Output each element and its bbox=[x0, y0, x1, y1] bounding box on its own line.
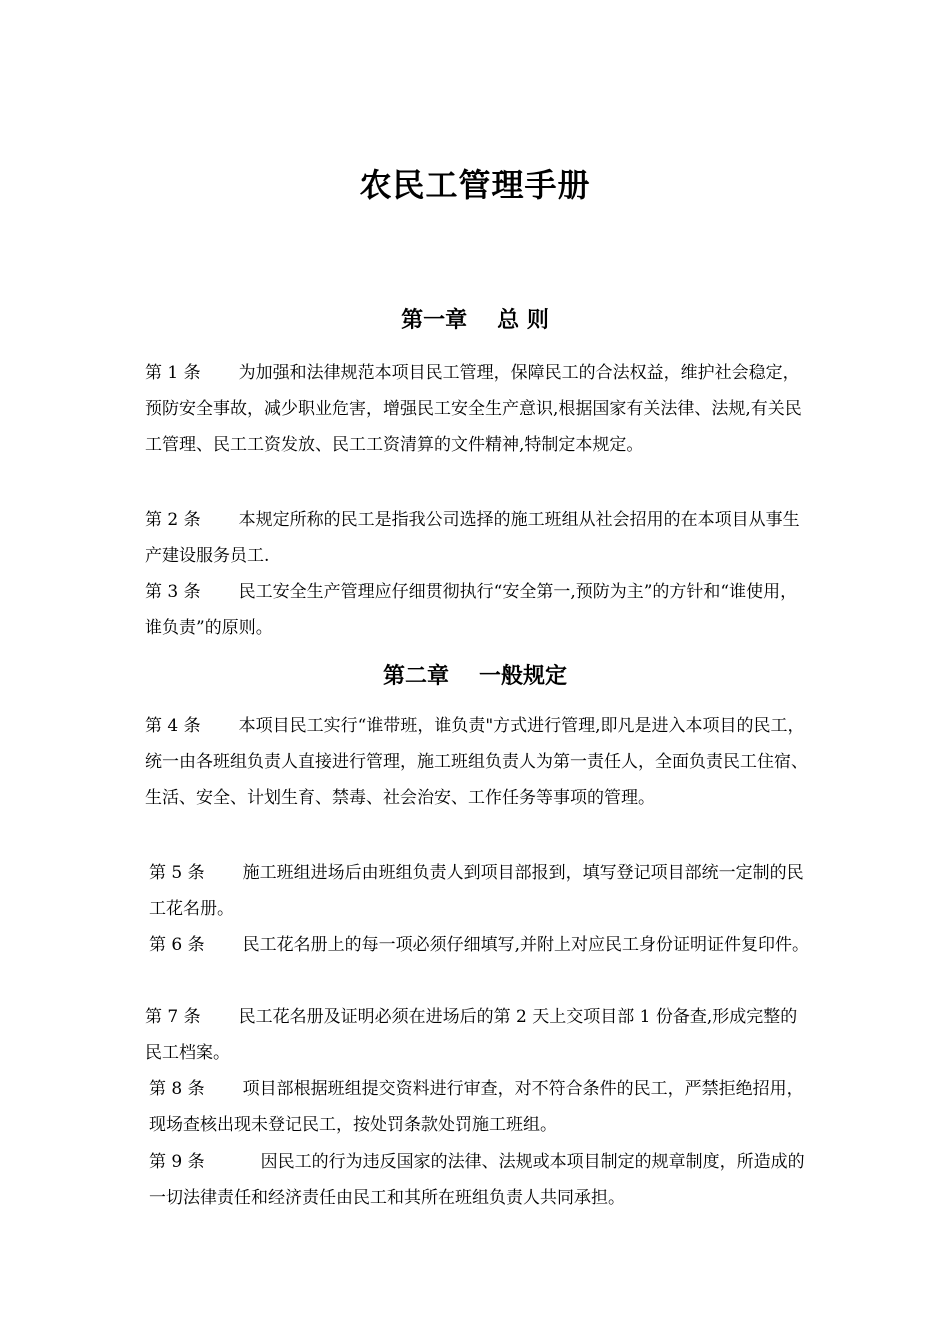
article-text: 项目部根据班组提交资料进行审查，对不符合条件的民工，严禁拒绝招用，现场查核出现未登记民工，按处罚条款处罚施工班组。 bbox=[149, 1079, 804, 1135]
article bbox=[145, 502, 810, 574]
article bbox=[145, 1144, 810, 1216]
article-text: 本规定所称的民工是指我公司选择的施工班组从社会招用的在本项目从事生产建设服务员工. bbox=[145, 510, 800, 566]
article-text: 民工安全生产管理应仔细贯彻执行“安全第一,预防为主”的方针和“谁使用，谁负责”的原则。 bbox=[145, 582, 798, 638]
article-text: 民工花名册上的每一项必须仔细填写,并附上对应民工身份证明证件复印件。 bbox=[242, 935, 810, 955]
chapter-heading bbox=[0, 306, 950, 336]
article-text: 为加强和法律规范本项目民工管理，保障民工的合法权益，维护社会稳定，预防安全事故，减少职业危害，增强民工安全生产意识,根据国家有关法律、法规,有关民工管理、民工工资发放、民工工资清算的文件精神,特制定本规定。 bbox=[145, 363, 802, 455]
article-number: 第 5 条 bbox=[149, 863, 205, 883]
chapter-number: 第二章 bbox=[382, 664, 449, 689]
chapter-heading bbox=[0, 662, 950, 692]
article bbox=[145, 855, 810, 927]
article bbox=[145, 574, 810, 646]
article-number: 第 8 条 bbox=[149, 1079, 205, 1099]
article-text: 本项目民工实行“谁带班，谁负责"方式进行管理,即凡是进入本项目的民工，统一由各班组负责人直接进行管理，施工班组负责人为第一责任人，全面负责民工住宿、生活、安全、计划生育、禁毒、社会治安、工作任务等事项的管理。 bbox=[145, 716, 808, 808]
article-number: 第 3 条 bbox=[145, 582, 201, 602]
article-number: 第 7 条 bbox=[145, 1007, 201, 1027]
chapter-name: 总 则 bbox=[497, 308, 549, 333]
article bbox=[145, 999, 810, 1071]
article-number: 第 1 条 bbox=[145, 363, 201, 383]
chapter-name: 一般规定 bbox=[479, 664, 568, 689]
article bbox=[145, 355, 810, 463]
article-number: 第 4 条 bbox=[145, 716, 201, 736]
article-number: 第 2 条 bbox=[145, 510, 201, 530]
document-title: 农民工管理手册 bbox=[359, 166, 591, 204]
article-number: 第 6 条 bbox=[149, 935, 205, 955]
article-text: 民工花名册及证明必须在进场后的第 2 天上交项目部 1 份备查,形成完整的民工档案。 bbox=[145, 1007, 798, 1063]
article bbox=[145, 708, 810, 816]
article-text: 施工班组进场后由班组负责人到项目部报到，填写登记项目部统一定制的民工花名册。 bbox=[149, 863, 804, 919]
article-text: 因民工的行为违反国家的法律、法规或本项目制定的规章制度，所造成的一切法律责任和经济责任由民工和其所在班组负责人共同承担。 bbox=[149, 1152, 805, 1208]
chapter-number: 第一章 bbox=[401, 308, 468, 333]
article-number: 第 9 条 bbox=[149, 1152, 205, 1172]
article bbox=[145, 927, 810, 963]
article bbox=[145, 1071, 810, 1143]
